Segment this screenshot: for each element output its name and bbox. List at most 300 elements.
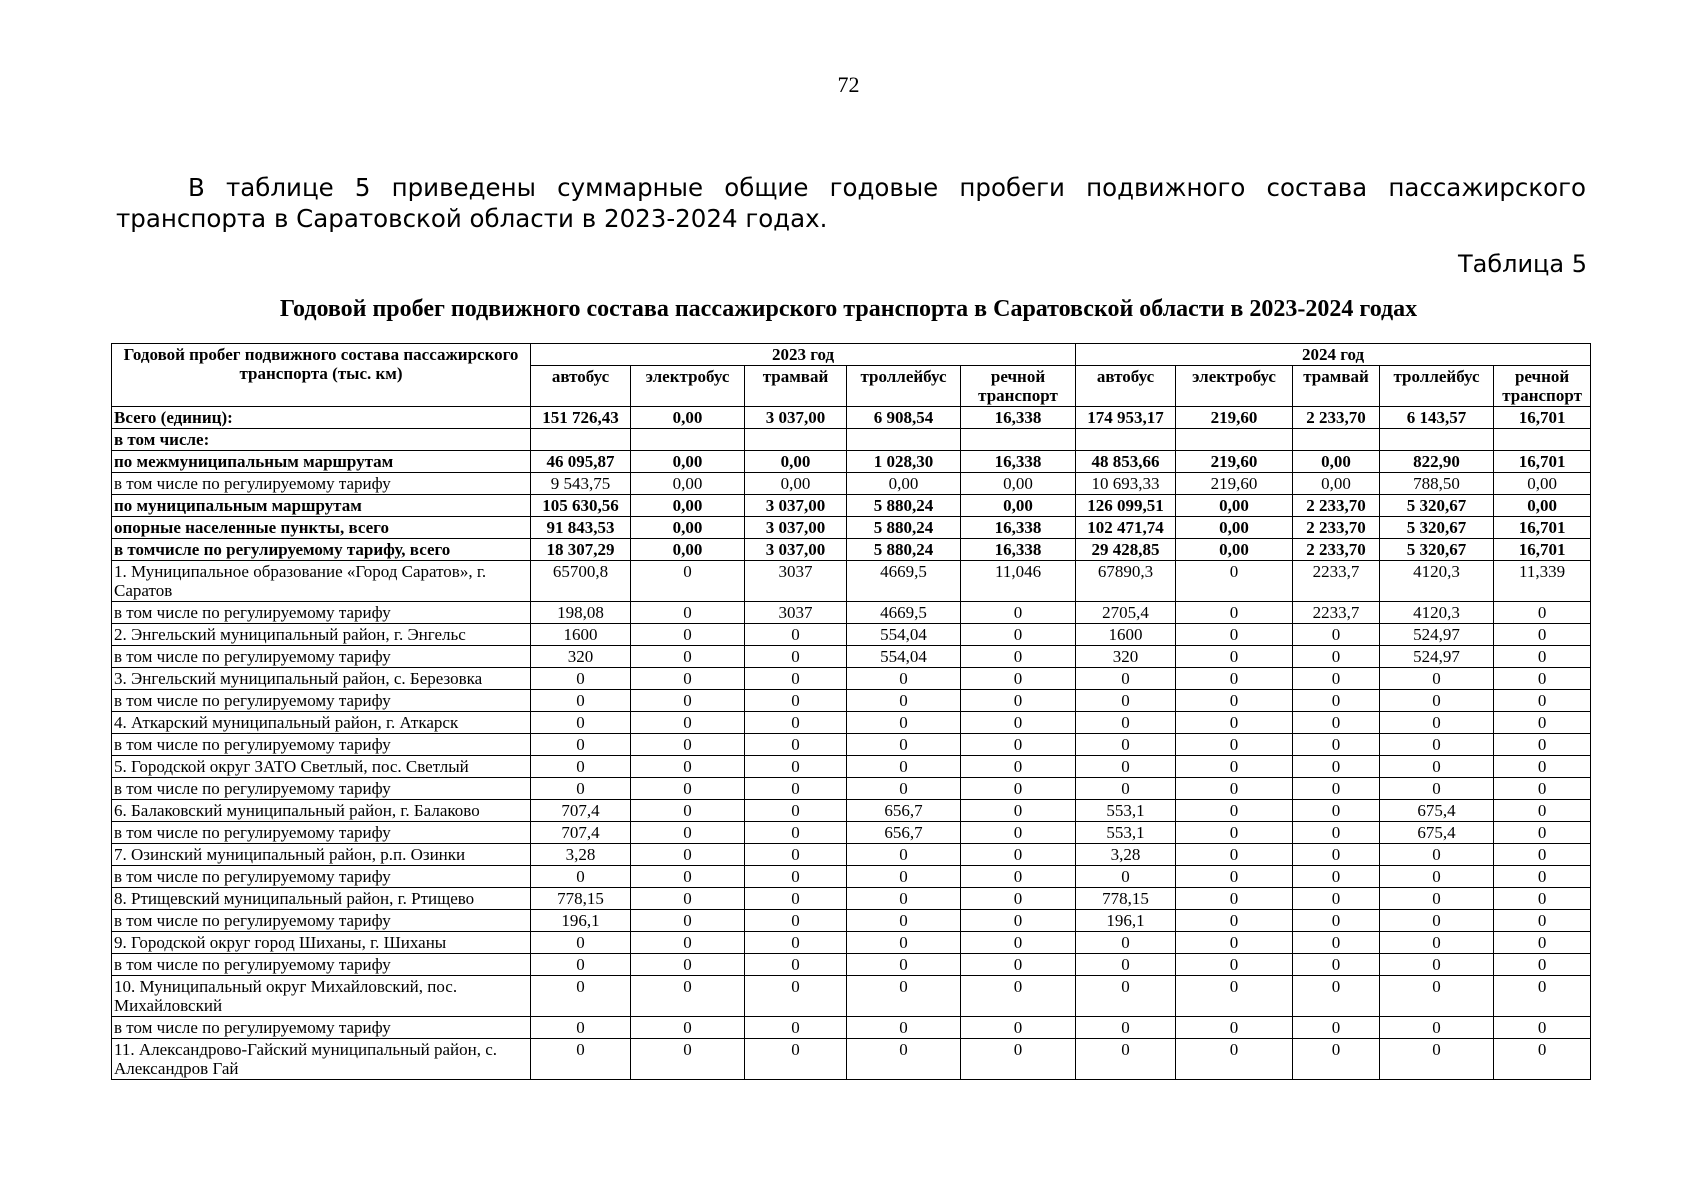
cell-value: 126 099,51	[1076, 495, 1176, 517]
cell-value: 10 693,33	[1076, 473, 1176, 495]
cell-value	[1380, 429, 1494, 451]
cell-value: 0	[1293, 800, 1380, 822]
cell-value: 16,701	[1494, 407, 1591, 429]
cell-value: 778,15	[1076, 888, 1176, 910]
cell-value: 0	[531, 712, 631, 734]
cell-value: 0	[961, 932, 1076, 954]
table-row	[112, 690, 1591, 712]
cell-value: 0	[745, 932, 847, 954]
cell-value: 3 037,00	[745, 407, 847, 429]
cell-value: 1600	[1076, 624, 1176, 646]
cell-value: 2233,7	[1293, 602, 1380, 624]
cell-value: 219,60	[1176, 407, 1293, 429]
cell-value: 0	[1380, 712, 1494, 734]
cell-value: 0	[847, 1039, 961, 1080]
cell-value: 0	[1076, 756, 1176, 778]
cell-value: 0	[631, 668, 745, 690]
cell-value: 0,00	[631, 517, 745, 539]
cell-value: 2233,7	[1293, 561, 1380, 602]
cell-value: 0	[1076, 1039, 1176, 1080]
cell-value: 0	[531, 1017, 631, 1039]
cell-value: 0	[631, 561, 745, 602]
cell-value: 174 953,17	[1076, 407, 1176, 429]
cell-value	[1076, 429, 1176, 451]
cell-value	[1176, 429, 1293, 451]
cell-value: 0	[1293, 778, 1380, 800]
cell-value: 3,28	[531, 844, 631, 866]
cell-value: 0	[631, 734, 745, 756]
row-label: в том числе по регулируемому тарифу	[112, 866, 531, 888]
cell-value: 0,00	[961, 473, 1076, 495]
cell-value: 0	[745, 822, 847, 844]
cell-value: 0	[1076, 954, 1176, 976]
cell-value: 0	[1176, 888, 1293, 910]
cell-value	[531, 429, 631, 451]
cell-value: 4669,5	[847, 602, 961, 624]
cell-value: 0	[847, 932, 961, 954]
cell-value: 0	[1176, 646, 1293, 668]
cell-value: 0	[631, 646, 745, 668]
cell-value: 707,4	[531, 800, 631, 822]
cell-value: 0,00	[631, 407, 745, 429]
cell-value: 707,4	[531, 822, 631, 844]
cell-value: 0	[961, 712, 1076, 734]
cell-value: 0	[961, 800, 1076, 822]
row-label: в том числе:	[112, 429, 531, 451]
cell-value: 3 037,00	[745, 495, 847, 517]
cell-value: 0	[1176, 624, 1293, 646]
cell-value: 0	[1494, 910, 1591, 932]
cell-value: 0	[961, 954, 1076, 976]
header-col: троллейбус	[847, 366, 961, 407]
cell-value: 0	[531, 778, 631, 800]
cell-value: 0	[745, 712, 847, 734]
cell-value	[745, 429, 847, 451]
cell-value: 0	[847, 976, 961, 1017]
cell-value: 0	[631, 910, 745, 932]
header-col: электробус	[1176, 366, 1293, 407]
cell-value: 0	[531, 668, 631, 690]
cell-value: 0	[631, 624, 745, 646]
cell-value: 553,1	[1076, 822, 1176, 844]
table-row	[112, 495, 1591, 517]
cell-value: 0	[1380, 954, 1494, 976]
cell-value: 0	[631, 778, 745, 800]
table-row	[112, 954, 1591, 976]
cell-value: 0	[631, 756, 745, 778]
cell-value: 0	[961, 1017, 1076, 1039]
cell-value: 0	[961, 910, 1076, 932]
cell-value: 0	[1293, 888, 1380, 910]
row-label: по муниципальным маршрутам	[112, 495, 531, 517]
row-label: в том числе по регулируемому тарифу	[112, 1017, 531, 1039]
cell-value: 0	[961, 866, 1076, 888]
cell-value: 0	[1176, 910, 1293, 932]
cell-value: 0	[1293, 844, 1380, 866]
row-label: в том числе по регулируемому тарифу	[112, 473, 531, 495]
cell-value: 0	[631, 888, 745, 910]
mileage-table	[111, 343, 1591, 1080]
row-label: в том числе по регулируемому тарифу	[112, 778, 531, 800]
cell-value: 0	[961, 668, 1076, 690]
cell-value: 0	[631, 712, 745, 734]
cell-value: 16,338	[961, 407, 1076, 429]
cell-value: 0	[1176, 800, 1293, 822]
cell-value: 0	[1494, 624, 1591, 646]
cell-value: 65700,8	[531, 561, 631, 602]
row-label: 8. Ртищевский муниципальный район, г. Ртищево	[112, 888, 531, 910]
cell-value: 0	[1380, 1039, 1494, 1080]
header-col: речной транспорт	[961, 366, 1076, 407]
cell-value: 0	[1293, 910, 1380, 932]
row-label: опорные населенные пункты, всего	[112, 517, 531, 539]
cell-value: 0	[961, 1039, 1076, 1080]
cell-value: 0	[1380, 910, 1494, 932]
cell-value: 0	[745, 800, 847, 822]
cell-value: 0	[1380, 668, 1494, 690]
cell-value: 5 320,67	[1380, 539, 1494, 561]
cell-value: 0	[745, 910, 847, 932]
cell-value: 788,50	[1380, 473, 1494, 495]
cell-value: 0	[745, 624, 847, 646]
cell-value: 0	[1380, 866, 1494, 888]
cell-value: 18 307,29	[531, 539, 631, 561]
cell-value: 91 843,53	[531, 517, 631, 539]
row-label: в том числе по регулируемому тарифу	[112, 954, 531, 976]
cell-value: 0	[745, 668, 847, 690]
cell-value: 11,046	[961, 561, 1076, 602]
cell-value: 0	[745, 690, 847, 712]
cell-value: 3 037,00	[745, 517, 847, 539]
cell-value: 5 320,67	[1380, 517, 1494, 539]
cell-value: 9 543,75	[531, 473, 631, 495]
row-label: в томчисле по регулируемому тарифу, всего	[112, 539, 531, 561]
cell-value: 553,1	[1076, 800, 1176, 822]
cell-value: 0	[1176, 822, 1293, 844]
table-row	[112, 602, 1591, 624]
cell-value: 778,15	[531, 888, 631, 910]
table-row	[112, 844, 1591, 866]
cell-value: 2 233,70	[1293, 517, 1380, 539]
cell-value: 198,08	[531, 602, 631, 624]
cell-value: 0	[1494, 866, 1591, 888]
cell-value: 0	[1293, 1039, 1380, 1080]
cell-value: 0	[631, 932, 745, 954]
cell-value: 0,00	[847, 473, 961, 495]
cell-value: 0	[1176, 1017, 1293, 1039]
cell-value: 151 726,43	[531, 407, 631, 429]
row-label: в том числе по регулируемому тарифу	[112, 910, 531, 932]
page-number: 72	[837, 72, 860, 97]
cell-value: 0	[745, 1017, 847, 1039]
cell-value: 0	[1176, 1039, 1293, 1080]
cell-value: 0	[1494, 756, 1591, 778]
table-row	[112, 473, 1591, 495]
cell-value: 2 233,70	[1293, 407, 1380, 429]
cell-value: 0	[745, 778, 847, 800]
cell-value: 822,90	[1380, 451, 1494, 473]
cell-value: 0	[745, 976, 847, 1017]
cell-value: 0	[531, 734, 631, 756]
header-first-col: Годовой пробег подвижного состава пассажирского транспорта (тыс. км)	[112, 344, 531, 407]
cell-value: 0	[1494, 778, 1591, 800]
cell-value: 0	[961, 888, 1076, 910]
header-col: трамвай	[1293, 366, 1380, 407]
cell-value: 0	[631, 1039, 745, 1080]
cell-value: 0	[1293, 932, 1380, 954]
cell-value: 0	[961, 822, 1076, 844]
cell-value	[847, 429, 961, 451]
cell-value: 320	[1076, 646, 1176, 668]
cell-value: 196,1	[1076, 910, 1176, 932]
table-title: Годовой пробег подвижного состава пассажирского транспорта в Саратовской области в 2023-2024 годах	[279, 296, 1418, 322]
cell-value: 0	[847, 756, 961, 778]
cell-value: 0	[745, 734, 847, 756]
cell-value	[961, 429, 1076, 451]
cell-value: 0	[1293, 976, 1380, 1017]
cell-value: 0	[847, 954, 961, 976]
table-row	[112, 822, 1591, 844]
header-col: автобус	[1076, 366, 1176, 407]
cell-value: 0	[1494, 888, 1591, 910]
table-row	[112, 976, 1591, 1017]
row-label: 7. Озинский муниципальный район, р.п. Озинки	[112, 844, 531, 866]
cell-value: 0	[1076, 932, 1176, 954]
cell-value	[1293, 429, 1380, 451]
cell-value: 0	[847, 888, 961, 910]
cell-value: 0	[1076, 734, 1176, 756]
cell-value: 0	[531, 756, 631, 778]
cell-value: 0	[745, 866, 847, 888]
cell-value: 0	[1076, 712, 1176, 734]
cell-value: 0	[847, 910, 961, 932]
cell-value: 0	[1494, 844, 1591, 866]
row-label: 3. Энгельский муниципальный район, с. Березовка	[112, 668, 531, 690]
cell-value: 0	[1293, 1017, 1380, 1039]
cell-value: 16,701	[1494, 517, 1591, 539]
cell-value: 0	[1293, 712, 1380, 734]
cell-value: 0	[1076, 976, 1176, 1017]
cell-value: 0	[631, 690, 745, 712]
row-label: Всего (единиц):	[112, 407, 531, 429]
cell-value: 320	[531, 646, 631, 668]
cell-value: 0	[847, 712, 961, 734]
table-row	[112, 800, 1591, 822]
header-year-2024: 2024 год	[1076, 344, 1591, 366]
cell-value: 0	[745, 646, 847, 668]
cell-value: 0	[961, 778, 1076, 800]
cell-value: 0	[1176, 602, 1293, 624]
cell-value: 0	[961, 690, 1076, 712]
cell-value	[631, 429, 745, 451]
header-col: автобус	[531, 366, 631, 407]
cell-value: 0	[631, 602, 745, 624]
cell-value: 0,00	[961, 495, 1076, 517]
cell-value: 48 853,66	[1076, 451, 1176, 473]
cell-value: 0	[631, 1017, 745, 1039]
cell-value: 0	[1494, 800, 1591, 822]
cell-value: 219,60	[1176, 451, 1293, 473]
cell-value: 0	[1494, 1039, 1591, 1080]
table-row	[112, 517, 1591, 539]
cell-value: 0	[1293, 690, 1380, 712]
cell-value: 0	[1293, 866, 1380, 888]
cell-value: 3 037,00	[745, 539, 847, 561]
cell-value: 0	[1293, 646, 1380, 668]
cell-value: 0,00	[1293, 473, 1380, 495]
cell-value: 5 880,24	[847, 495, 961, 517]
cell-value: 0	[1380, 734, 1494, 756]
header-year-2023: 2023 год	[531, 344, 1076, 366]
header-col: электробус	[631, 366, 745, 407]
cell-value: 5 320,67	[1380, 495, 1494, 517]
cell-value: 1 028,30	[847, 451, 961, 473]
cell-value: 16,701	[1494, 539, 1591, 561]
row-label: 1. Муниципальное образование «Город Саратов», г. Саратов	[112, 561, 531, 602]
cell-value: 0	[1293, 954, 1380, 976]
cell-value: 0	[1494, 668, 1591, 690]
row-label: в том числе по регулируемому тарифу	[112, 822, 531, 844]
cell-value: 0	[745, 844, 847, 866]
cell-value: 0	[847, 866, 961, 888]
cell-value: 0	[1176, 866, 1293, 888]
table-row	[112, 668, 1591, 690]
row-label: в том числе по регулируемому тарифу	[112, 734, 531, 756]
row-label: 2. Энгельский муниципальный район, г. Энгельс	[112, 624, 531, 646]
cell-value: 0	[847, 844, 961, 866]
cell-value: 29 428,85	[1076, 539, 1176, 561]
cell-value: 102 471,74	[1076, 517, 1176, 539]
cell-value: 0,00	[1293, 451, 1380, 473]
cell-value: 524,97	[1380, 624, 1494, 646]
row-label: в том числе по регулируемому тарифу	[112, 646, 531, 668]
table-label: Таблица 5	[1457, 250, 1587, 278]
cell-value: 0	[531, 976, 631, 1017]
cell-value: 3037	[745, 561, 847, 602]
row-label: в том числе по регулируемому тарифу	[112, 602, 531, 624]
cell-value: 4669,5	[847, 561, 961, 602]
cell-value	[1494, 429, 1591, 451]
cell-value: 0	[745, 954, 847, 976]
cell-value: 0	[1380, 932, 1494, 954]
cell-value: 2705,4	[1076, 602, 1176, 624]
row-label: 9. Городской округ город Шиханы, г. Шиханы	[112, 932, 531, 954]
cell-value: 11,339	[1494, 561, 1591, 602]
cell-value: 2 233,70	[1293, 495, 1380, 517]
cell-value: 0	[1176, 668, 1293, 690]
intro-paragraph	[116, 172, 1586, 234]
cell-value: 0	[961, 976, 1076, 1017]
cell-value: 0	[847, 690, 961, 712]
cell-value: 0	[1494, 1017, 1591, 1039]
table-row	[112, 778, 1591, 800]
cell-value: 0	[961, 756, 1076, 778]
header-col: трамвай	[745, 366, 847, 407]
cell-value: 656,7	[847, 822, 961, 844]
cell-value: 675,4	[1380, 822, 1494, 844]
cell-value: 46 095,87	[531, 451, 631, 473]
cell-value: 0	[961, 844, 1076, 866]
cell-value: 0	[1380, 756, 1494, 778]
cell-value: 0,00	[1176, 495, 1293, 517]
cell-value: 0	[1494, 822, 1591, 844]
table-row	[112, 932, 1591, 954]
cell-value: 16,701	[1494, 451, 1591, 473]
cell-value: 0	[1076, 1017, 1176, 1039]
cell-value: 0	[745, 888, 847, 910]
cell-value: 0	[631, 954, 745, 976]
table-row	[112, 756, 1591, 778]
cell-value: 0	[1176, 844, 1293, 866]
cell-value: 0	[1380, 976, 1494, 1017]
cell-value: 0	[631, 822, 745, 844]
cell-value: 0	[1176, 690, 1293, 712]
cell-value: 0	[1293, 668, 1380, 690]
cell-value: 0	[1494, 646, 1591, 668]
cell-value: 524,97	[1380, 646, 1494, 668]
cell-value: 105 630,56	[531, 495, 631, 517]
cell-value: 0	[1494, 954, 1591, 976]
cell-value: 0	[531, 1039, 631, 1080]
row-label: 11. Александрово-Гайский муниципальный район, с. Александров Гай	[112, 1039, 531, 1080]
cell-value: 1600	[531, 624, 631, 646]
cell-value: 0	[1293, 756, 1380, 778]
table-row	[112, 734, 1591, 756]
cell-value: 6 908,54	[847, 407, 961, 429]
header-col: речной транспорт	[1494, 366, 1591, 407]
cell-value: 656,7	[847, 800, 961, 822]
table-row	[112, 1039, 1591, 1080]
cell-value: 0	[1293, 822, 1380, 844]
cell-value: 0	[1176, 712, 1293, 734]
cell-value: 5 880,24	[847, 517, 961, 539]
cell-value: 0	[1494, 602, 1591, 624]
row-label: по межмуниципальным маршрутам	[112, 451, 531, 473]
cell-value: 0	[631, 976, 745, 1017]
table-row	[112, 712, 1591, 734]
cell-value: 0	[1176, 734, 1293, 756]
row-label: 4. Аткарский муниципальный район, г. Аткарск	[112, 712, 531, 734]
cell-value: 0	[1076, 668, 1176, 690]
cell-value: 0,00	[1176, 539, 1293, 561]
cell-value: 0	[1380, 888, 1494, 910]
cell-value: 4120,3	[1380, 602, 1494, 624]
row-label: 5. Городской округ ЗАТО Светлый, пос. Светлый	[112, 756, 531, 778]
cell-value: 0	[1076, 690, 1176, 712]
cell-value: 0	[631, 844, 745, 866]
table-row	[112, 407, 1591, 429]
cell-value: 554,04	[847, 624, 961, 646]
row-label: 10. Муниципальный округ Михайловский, пос. Михайловский	[112, 976, 531, 1017]
cell-value: 554,04	[847, 646, 961, 668]
cell-value: 16,338	[961, 517, 1076, 539]
cell-value: 0	[745, 756, 847, 778]
cell-value: 0	[1494, 932, 1591, 954]
cell-value: 0,00	[1494, 495, 1591, 517]
cell-value: 0	[961, 624, 1076, 646]
cell-value: 0	[1293, 624, 1380, 646]
cell-value: 4120,3	[1380, 561, 1494, 602]
cell-value: 0	[1380, 844, 1494, 866]
cell-value: 0	[631, 866, 745, 888]
table-row	[112, 866, 1591, 888]
table-row	[112, 624, 1591, 646]
cell-value: 0	[847, 778, 961, 800]
cell-value: 0,00	[1176, 517, 1293, 539]
cell-value: 0	[1076, 778, 1176, 800]
row-label: в том числе по регулируемому тарифу	[112, 690, 531, 712]
cell-value: 0,00	[1494, 473, 1591, 495]
